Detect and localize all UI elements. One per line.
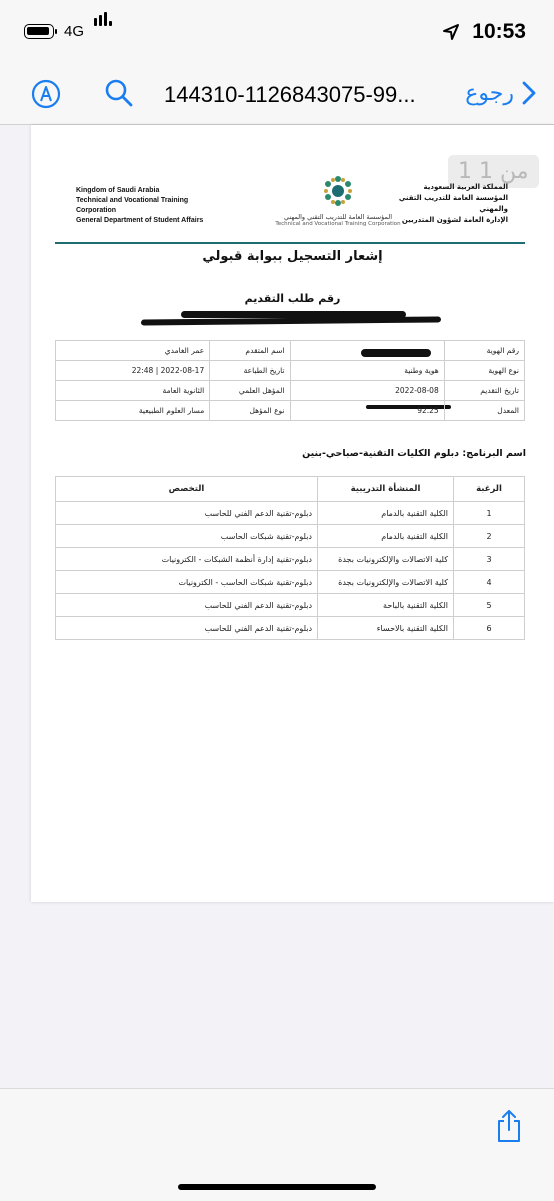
table-row bbox=[56, 502, 525, 525]
info-label: اسم المتقدم bbox=[210, 341, 290, 361]
info-label: نوع الهوية bbox=[444, 361, 524, 381]
table-row bbox=[56, 548, 525, 571]
header-en-line: Kingdom of Saudi Arabia bbox=[76, 187, 160, 194]
chevron-right-icon bbox=[522, 81, 536, 105]
table-row bbox=[56, 341, 525, 361]
bottom-toolbar bbox=[0, 1088, 554, 1201]
table-row bbox=[56, 361, 525, 381]
page-indicator: 1 من 1 bbox=[448, 155, 539, 188]
choice-major: دبلوم-تقنية شبكات الحاسب - الكترونيات bbox=[56, 571, 318, 594]
choice-major: دبلوم-تقنية الدعم الفني للحاسب bbox=[56, 594, 318, 617]
choice-rank: 2 bbox=[454, 525, 525, 548]
info-value: هوية وطنية bbox=[290, 361, 444, 381]
choice-rank: 3 bbox=[454, 548, 525, 571]
info-label: تاريخ الطباعة bbox=[210, 361, 290, 381]
column-header-rank: الرغبة bbox=[454, 477, 525, 502]
info-value: عمر الغامدي bbox=[56, 341, 210, 361]
logo-arabic-text: المؤسسة العامة للتدريب التقني والمهني bbox=[283, 213, 393, 221]
column-header-major: التخصص bbox=[56, 477, 318, 502]
share-icon[interactable] bbox=[495, 1109, 523, 1143]
network-type: 4G bbox=[64, 23, 85, 40]
header-ar-line: والمهني bbox=[479, 205, 508, 213]
header-en-line: General Department of Student Affairs bbox=[76, 217, 204, 224]
choice-institution: الكلية التقنية بالدمام bbox=[318, 525, 454, 548]
table-header-row bbox=[56, 477, 525, 502]
info-value: 2022-08-08 bbox=[290, 381, 444, 401]
table-row bbox=[56, 381, 525, 401]
location-arrow-icon bbox=[442, 23, 460, 41]
table-row bbox=[56, 525, 525, 548]
table-row bbox=[56, 401, 525, 421]
header-en-line: Corporation bbox=[76, 207, 117, 214]
header-english bbox=[76, 186, 203, 226]
info-value: 92.25 bbox=[290, 401, 444, 421]
back-button[interactable] bbox=[465, 80, 536, 106]
back-label: رجوع bbox=[465, 80, 514, 105]
info-label: المؤهل العلمي bbox=[210, 381, 290, 401]
header-ar-line: المملكة العربية السعودية bbox=[423, 183, 508, 191]
header-divider bbox=[55, 242, 525, 244]
column-header-institution: المنشأة التدريبية bbox=[318, 477, 454, 502]
info-label: نوع المؤهل bbox=[210, 401, 290, 421]
status-bar bbox=[0, 0, 554, 62]
choice-institution: كلية الاتصالات والإلكترونيات بجدة bbox=[318, 571, 454, 594]
logo-english-text: Technical and Vocational Training Corporation bbox=[275, 221, 401, 227]
clock: 10:53 bbox=[472, 20, 526, 43]
markup-icon[interactable] bbox=[30, 78, 62, 110]
info-value: مسار العلوم الطبيعية bbox=[56, 401, 210, 421]
header-arabic bbox=[390, 182, 508, 226]
info-label: رقم الهوية bbox=[444, 341, 524, 361]
choice-major: دبلوم-تقنية الدعم الفني للحاسب bbox=[56, 502, 318, 525]
header-ar-line: الإدارة العامة لشؤون المتدربين bbox=[401, 216, 508, 224]
table-row bbox=[56, 617, 525, 640]
choice-major: دبلوم-تقنية إدارة أنظمة الشبكات - الكترونيات bbox=[56, 548, 318, 571]
document-page[interactable] bbox=[31, 125, 554, 902]
choice-institution: كلية الاتصالات والإلكترونيات بجدة bbox=[318, 548, 454, 571]
table-row bbox=[56, 594, 525, 617]
search-icon[interactable] bbox=[104, 78, 134, 108]
choice-institution: الكلية التقنية بالدمام bbox=[318, 502, 454, 525]
document-title: 144310-1126843075-99... bbox=[164, 82, 416, 107]
table-row bbox=[56, 571, 525, 594]
logo-emblem-icon bbox=[321, 174, 355, 208]
choice-rank: 6 bbox=[454, 617, 525, 640]
header-en-line: Technical and Vocational Training bbox=[76, 197, 189, 204]
choice-rank: 1 bbox=[454, 502, 525, 525]
choice-institution: الكلية التقنية بالباحة bbox=[318, 594, 454, 617]
header-ar-line: المؤسسة العامة للتدريب التقني bbox=[398, 194, 508, 202]
info-value: الثانوية العامة bbox=[56, 381, 210, 401]
choice-major: دبلوم-تقنية الدعم الفني للحاسب bbox=[56, 617, 318, 640]
program-name: اسم البرنامج: دبلوم الكليات التقنية-صباحي-بنين bbox=[302, 448, 526, 459]
choices-table bbox=[55, 476, 525, 640]
choice-institution: الكلية التقنية بالاحساء bbox=[318, 617, 454, 640]
battery-icon bbox=[24, 24, 54, 39]
choice-rank: 5 bbox=[454, 594, 525, 617]
nav-bar bbox=[0, 62, 554, 125]
info-value: 2022-08-17 | 22:48 bbox=[56, 361, 210, 381]
application-number-label: رقم طلب التقديم bbox=[244, 292, 341, 305]
choice-major: دبلوم-تقنية شبكات الحاسب bbox=[56, 525, 318, 548]
choice-rank: 4 bbox=[454, 571, 525, 594]
info-value bbox=[290, 341, 444, 361]
info-label: المعدل bbox=[444, 401, 524, 421]
applicant-info-table bbox=[55, 340, 525, 421]
info-label: تاريخ التقديم bbox=[444, 381, 524, 401]
page-title: إشعار التسجيل ببوابة قبولي bbox=[202, 249, 383, 264]
home-indicator bbox=[178, 1184, 376, 1190]
